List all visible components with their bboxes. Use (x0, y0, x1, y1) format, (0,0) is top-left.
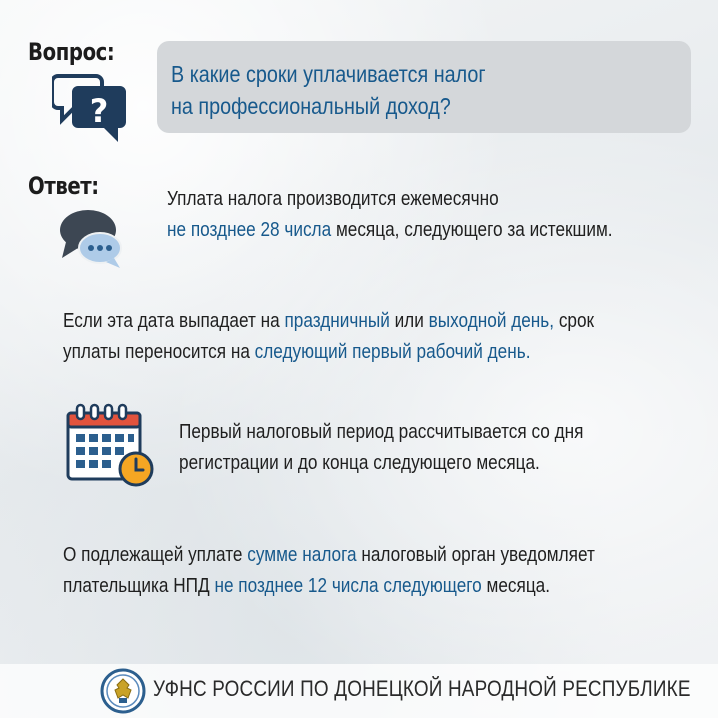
weekend-highlight: выходной день, (428, 310, 555, 332)
holiday-line-2 (63, 337, 594, 368)
answer-line-2-rest: месяца, следующего за истекшим. (331, 219, 613, 241)
holiday-highlight: праздничный (284, 310, 390, 332)
period-line-1: Первый налоговый период рассчитывается со дня (179, 421, 584, 443)
svg-text:?: ? (89, 92, 109, 130)
period-text (179, 417, 583, 479)
period-line-2: регистрации и до конца следующего месяца. (179, 452, 540, 474)
holiday-text-part: Если эта дата выпадает на (63, 310, 285, 332)
notice-line-1 (63, 540, 595, 571)
answer-line-1: Уплата налога производится ежемесячно (167, 188, 499, 210)
question-bubbles-icon (52, 72, 132, 144)
footer-org-name: УФНС РОССИИ ПО ДОНЕЦКОЙ НАРОДНОЙ РЕСПУБЛИКЕ (153, 676, 691, 701)
calendar-clock-icon (66, 403, 156, 489)
question-label: Вопрос: (28, 38, 115, 66)
notice-deadline-highlight: не позднее 12 числа следующего (214, 575, 482, 597)
answer-text (167, 184, 613, 246)
question-text (171, 58, 601, 122)
fns-emblem-icon (100, 668, 146, 714)
answer-label: Ответ: (28, 172, 99, 200)
answer-line-2 (167, 215, 613, 246)
notice-line-2 (63, 571, 595, 602)
holiday-text-part: или (389, 310, 429, 332)
question-line-2: на профессиональный доход? (171, 93, 451, 119)
answer-deadline-highlight: не позднее 28 числа (167, 219, 332, 241)
notice-text-part: налоговый орган уведомляет (356, 544, 595, 566)
holiday-text-part: уплаты переносится на (63, 341, 255, 363)
notice-text-part: месяца. (481, 575, 551, 597)
notice-text-part: О подлежащей уплате (63, 544, 248, 566)
holiday-rule-text (63, 306, 594, 368)
next-workday-highlight: следующий первый рабочий день. (254, 341, 531, 363)
holiday-line-1 (63, 306, 594, 337)
question-line-1: В какие сроки уплачивается налог (171, 61, 486, 87)
notice-text (63, 540, 595, 602)
notice-text-part: плательщика НПД (63, 575, 215, 597)
holiday-text-part: срок (554, 310, 595, 332)
chat-bubbles-icon (60, 208, 124, 270)
tax-amount-highlight: сумме налога (247, 544, 357, 566)
